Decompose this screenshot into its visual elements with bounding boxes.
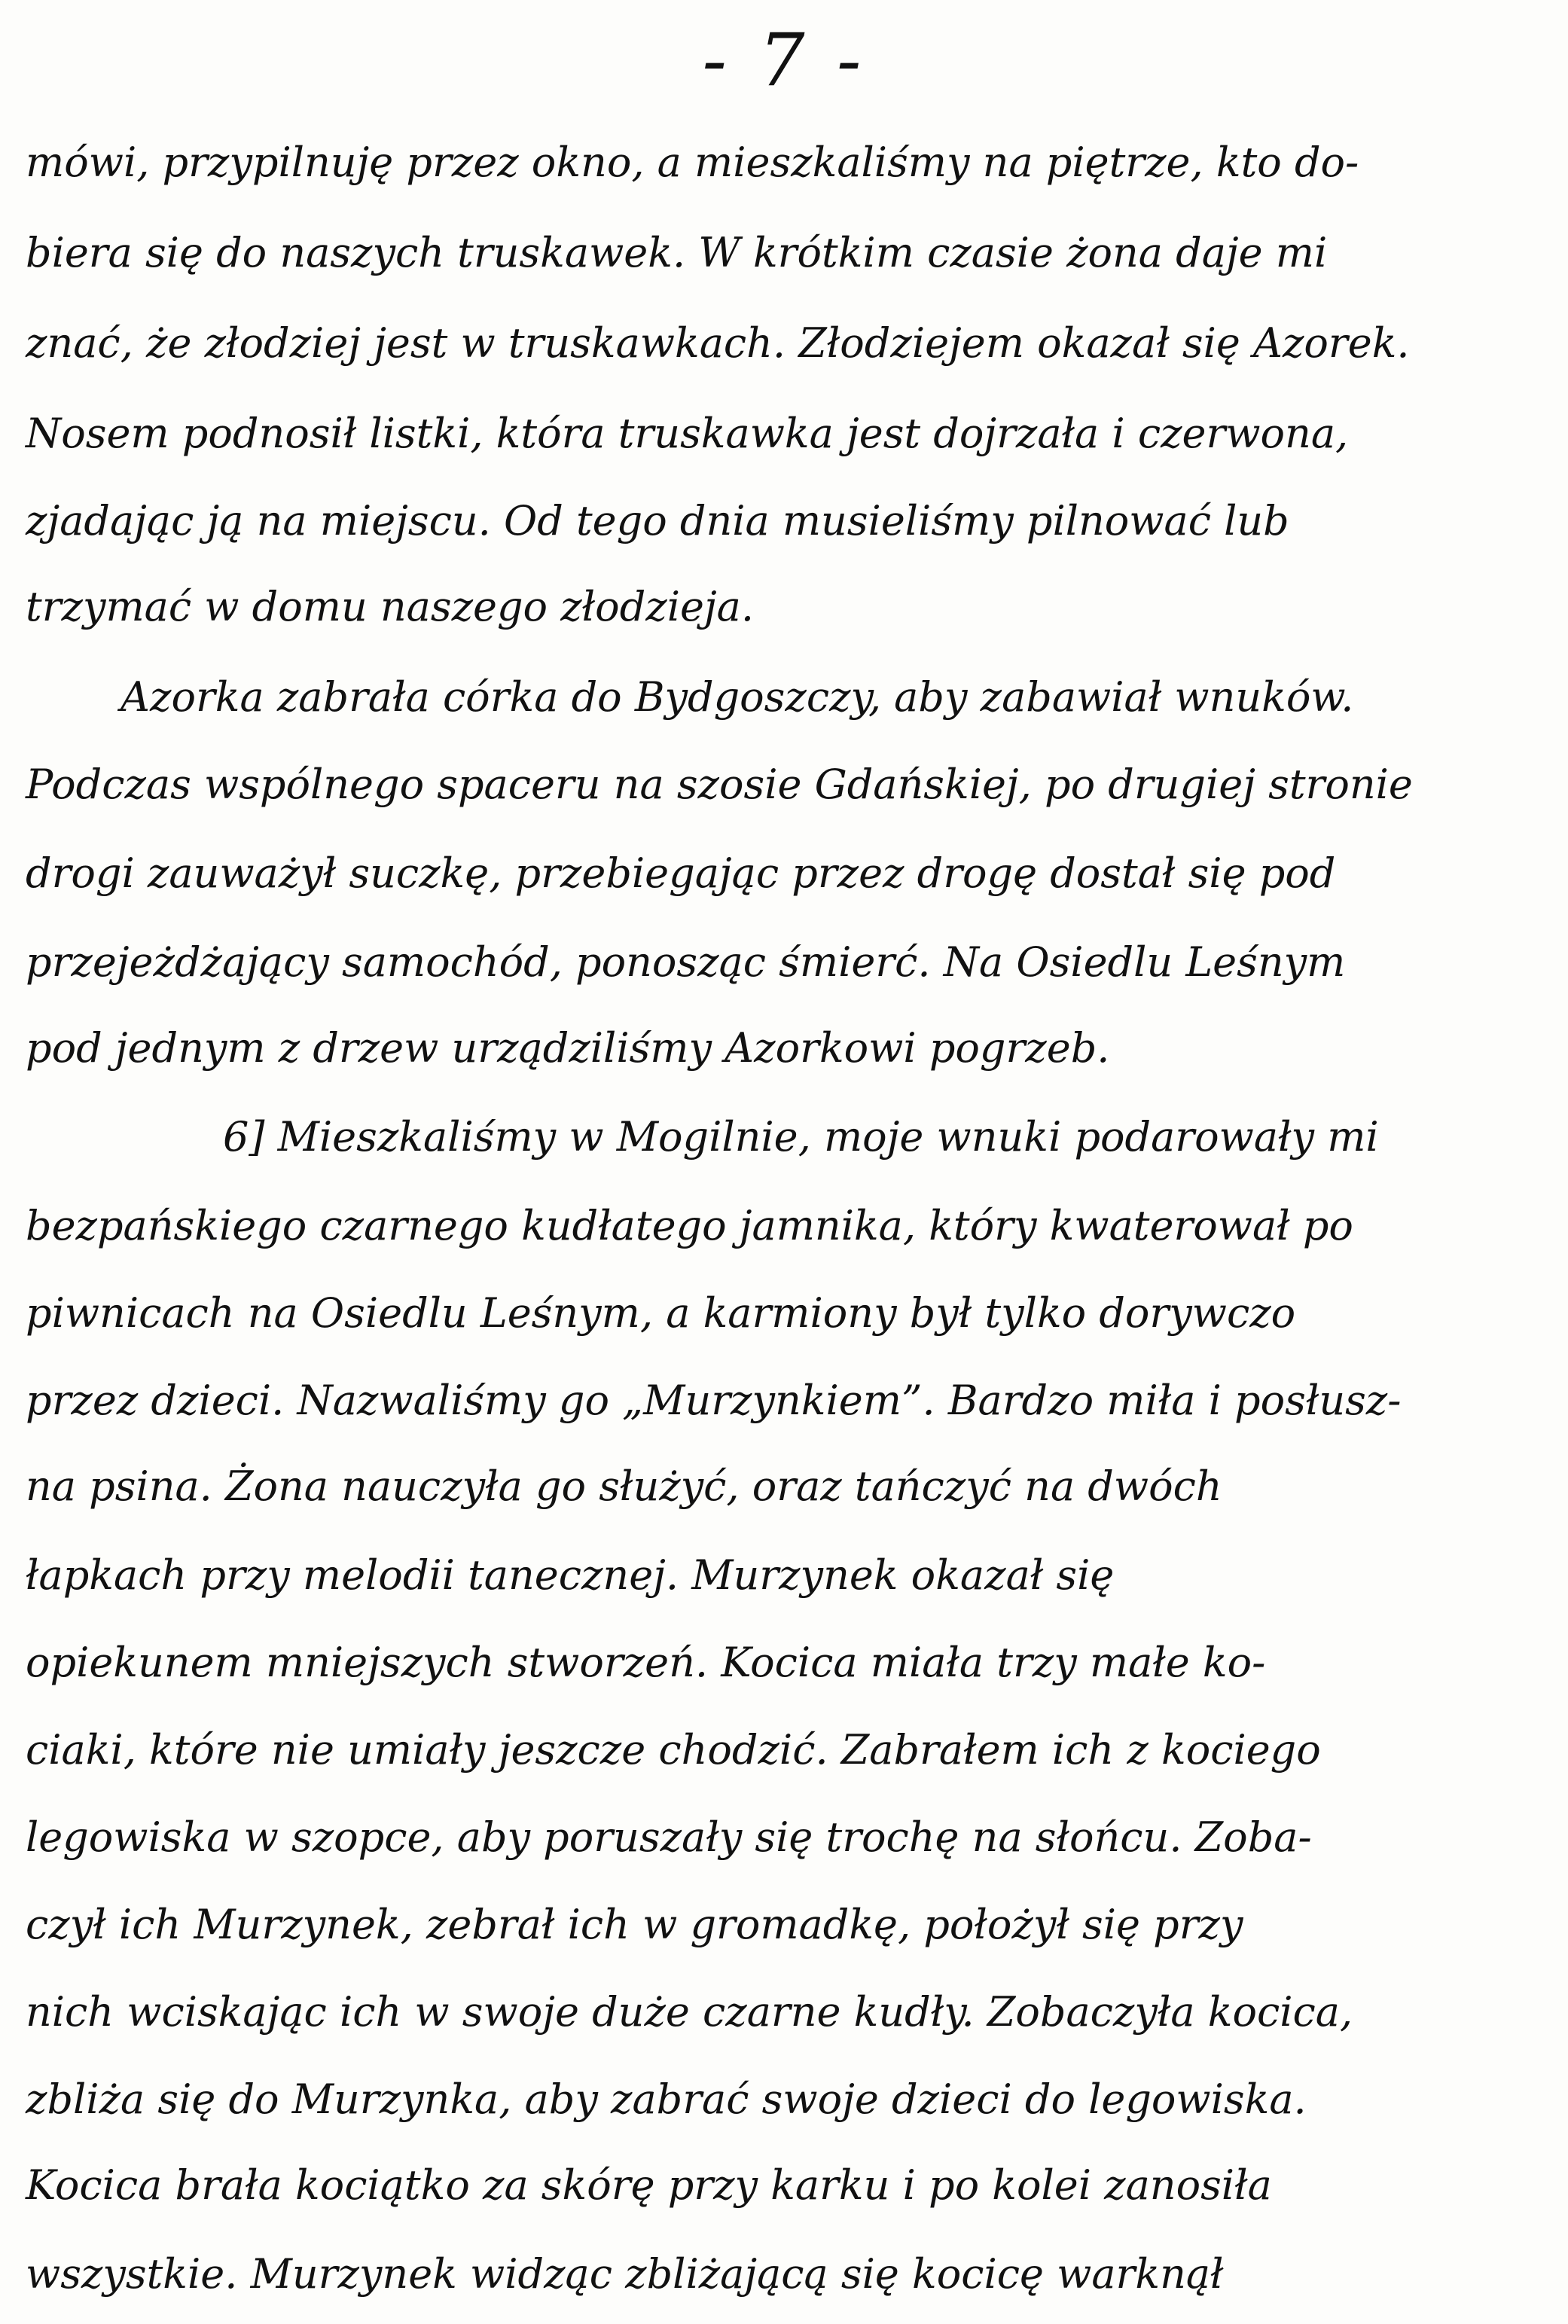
text-line: Nosem podnosił listki, która truskawka jest dojrzała i czerwona, xyxy=(26,410,1349,457)
text-line: 6] Mieszkaliśmy w Mogilnie, moje wnuki podarowały mi xyxy=(223,1113,1379,1160)
text-line: pod jednym z drzew urządziliśmy Azorkowi pogrzeb. xyxy=(26,1024,1110,1072)
text-line: Azorka zabrała córka do Bydgoszczy, aby zabawiał wnuków. xyxy=(120,673,1354,721)
text-line: bezpańskiego czarnego kudłatego jamnika, który kwaterował po xyxy=(26,1202,1353,1249)
text-line: na psina. Żona nauczyła go służyć, oraz tańczyć na dwóch xyxy=(26,1462,1222,1510)
text-line: wszystkie. Murzynek widząc zbliżającą się kocicę warknął xyxy=(26,2250,1224,2298)
text-line: trzymać w domu naszego złodzieja. xyxy=(26,583,755,630)
text-line: ciaki, które nie umiały jeszcze chodzić. Zabrałem ich z kociego xyxy=(26,1726,1321,1773)
text-line: nich wciskając ich w swoje duże czarne kudły. Zobaczyła kocica, xyxy=(26,1988,1353,2036)
text-line: znać, że złodziej jest w truskawkach. Złodziejem okazał się Azorek. xyxy=(26,319,1410,367)
text-line: piwnicach na Osiedlu Leśnym, a karmiony był tylko dorywczo xyxy=(26,1289,1296,1337)
text-line: mówi, przypilnuję przez okno, a mieszkaliśmy na piętrze, kto do- xyxy=(26,139,1359,186)
text-line: czył ich Murzynek, zebrał ich w gromadkę, położył się przy xyxy=(26,1901,1243,1948)
page-number: - 7 - xyxy=(702,18,866,102)
text-line: opiekunem mniejszych stworzeń. Kocica miała trzy małe ko- xyxy=(26,1639,1266,1686)
text-line: drogi zauważył suczkę, przebiegając przez drogę dostał się pod xyxy=(26,849,1336,897)
text-line: biera się do naszych truskawek. W krótkim czasie żona daje mi xyxy=(26,229,1328,276)
text-line: Podczas wspólnego spaceru na szosie Gdańskiej, po drugiej stronie xyxy=(26,761,1413,808)
text-line: legowiska w szopce, aby poruszały się trochę na słońcu. Zoba- xyxy=(26,1813,1312,1861)
text-line: przez dzieci. Nazwaliśmy go „Murzynkiem”. Bardzo miła i posłusz- xyxy=(26,1377,1402,1424)
text-line: zbliża się do Murzynka, aby zabrać swoje dzieci do legowiska. xyxy=(26,2075,1307,2123)
text-line: zjadając ją na miejscu. Od tego dnia musieliśmy pilnować lub xyxy=(26,497,1289,544)
text-line: przejeżdżający samochód, ponosząc śmierć. Na Osiedlu Leśnym xyxy=(26,938,1346,986)
text-line: łapkach przy melodii tanecznej. Murzynek okazał się xyxy=(26,1551,1115,1599)
text-line: Kocica brała kociątko za skórę przy karku i po kolei zanosiła xyxy=(26,2161,1272,2209)
